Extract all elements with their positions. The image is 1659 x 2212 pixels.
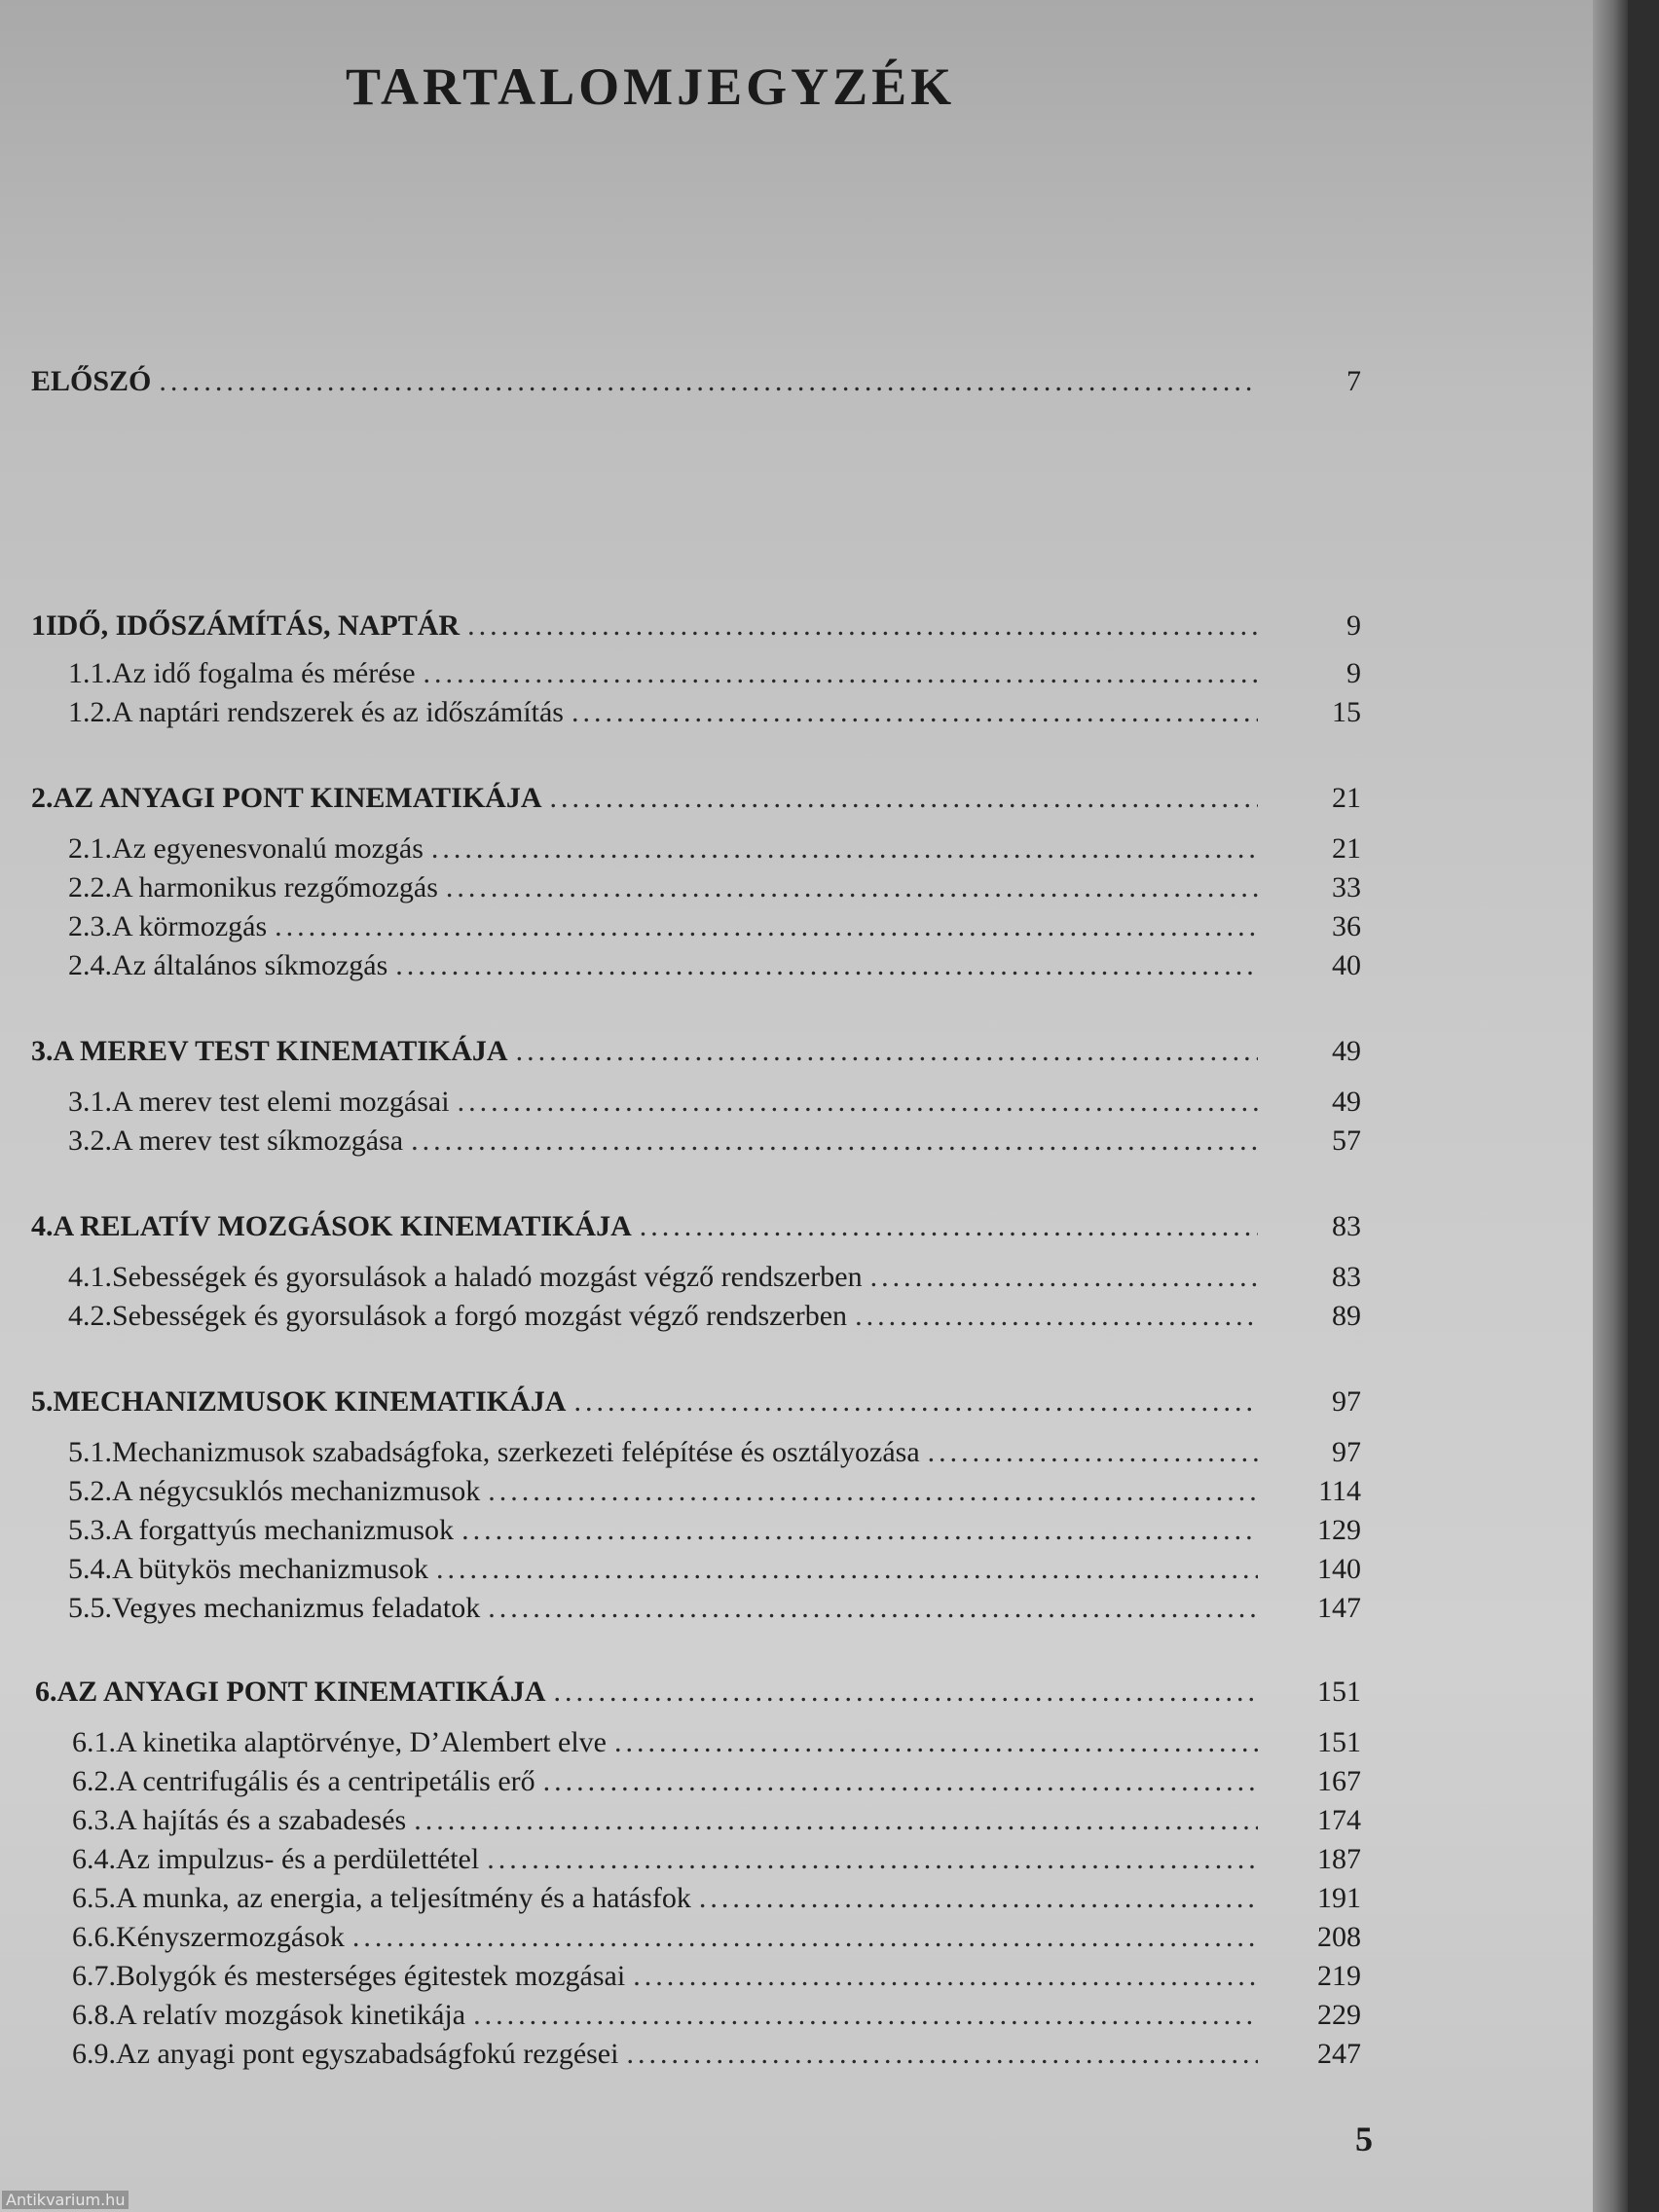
toc-page-number: 140 <box>1317 1553 1361 1585</box>
toc-subsection-row <box>68 693 1266 732</box>
toc-subsection-row <box>72 1723 1266 1762</box>
toc-subsection-row <box>72 1801 1266 1840</box>
page-title: TARTALOMJEGYZÉK <box>346 57 956 116</box>
toc-subsection-row <box>72 1996 1266 2035</box>
toc-entry-title: A forgattyús mechanizmusok <box>112 1514 455 1546</box>
toc-chapter-row <box>31 1032 1266 1071</box>
toc-entry-title: MECHANIZMUSOK KINEMATIKÁJA <box>53 1385 567 1418</box>
dot-leader <box>159 362 1258 401</box>
toc-entry-title: A kinetika alaptörvénye, D’Alembert elve <box>116 1726 607 1758</box>
toc-entry-number: 2.4. <box>68 949 112 981</box>
toc-page-number: 129 <box>1317 1514 1361 1546</box>
toc-subsection-row <box>68 1083 1266 1122</box>
toc-entry-number: 1.2. <box>68 696 112 728</box>
toc-subsection-row <box>68 1550 1266 1589</box>
dot-leader <box>614 1723 1258 1762</box>
toc-entry-number: 6.1. <box>72 1726 116 1758</box>
toc-entry-number: 3. <box>31 1035 54 1067</box>
toc-entry-title: A MEREV TEST KINEMATIKÁJA <box>53 1035 508 1067</box>
toc-entry-number: 3.2. <box>68 1124 112 1157</box>
toc-page-number: 15 <box>1332 696 1361 728</box>
toc-entry-number: 5.1. <box>68 1436 112 1468</box>
toc-entry-title: Bolygók és mesterséges égitestek mozgásai <box>116 1960 626 1992</box>
dot-leader <box>411 1122 1258 1161</box>
toc-page-number: 83 <box>1332 1261 1361 1293</box>
toc-entry-number: 5.3. <box>68 1514 112 1546</box>
dot-leader <box>516 1032 1258 1071</box>
toc-entry-title: Kényszermozgások <box>116 1921 345 1953</box>
toc-page-number: 83 <box>1332 1210 1361 1242</box>
toc-entry-number: 6.4. <box>72 1843 116 1875</box>
toc-entry-number: 5.4. <box>68 1553 112 1585</box>
toc-entry-number: 6. <box>35 1676 57 1708</box>
dot-leader <box>352 1918 1258 1957</box>
toc-entry-number: 2.2. <box>68 871 112 903</box>
dot-leader <box>573 1382 1258 1421</box>
page-number: 5 <box>1355 2120 1373 2158</box>
dot-leader <box>855 1297 1258 1336</box>
dot-leader <box>543 1762 1258 1801</box>
dot-leader <box>554 1673 1258 1712</box>
toc-subsection-row <box>72 1957 1266 1996</box>
toc-page-number: 208 <box>1317 1921 1361 1953</box>
dot-leader <box>928 1433 1258 1472</box>
toc-entry-title: A körmozgás <box>112 910 268 942</box>
toc-page-number: 151 <box>1317 1676 1361 1708</box>
toc-page-number: 151 <box>1317 1726 1361 1758</box>
toc-page-number: 229 <box>1317 1999 1361 2031</box>
toc-entry-title: A harmonikus rezgőmozgás <box>112 871 438 903</box>
dot-leader <box>473 1996 1258 2035</box>
toc-subsection-row <box>68 868 1266 907</box>
toc-page-number: 33 <box>1332 871 1361 903</box>
dot-leader <box>414 1801 1258 1840</box>
toc-entry-number: 6.3. <box>72 1804 116 1836</box>
toc-subsection-row <box>68 1297 1266 1336</box>
toc-entry-title: A centrifugális és a centripetális erő <box>116 1765 535 1797</box>
toc-entry-number: 1 <box>31 609 46 642</box>
toc-entry-title: Az egyenesvonalú mozgás <box>112 832 424 865</box>
toc-chapter-row <box>31 1207 1266 1246</box>
toc-entry-title: AZ ANYAGI PONT KINEMATIKÁJA <box>56 1676 546 1708</box>
toc-entry-title: Sebességek és gyorsulások a forgó mozgást végző rendszerben <box>112 1300 848 1332</box>
toc-entry-title: A relatív mozgások kinetikája <box>116 1999 466 2031</box>
toc-entry-title: Vegyes mechanizmus feladatok <box>112 1592 481 1624</box>
toc-chapter-row <box>31 779 1266 818</box>
toc-entry-title: A merev test elemi mozgásai <box>112 1086 450 1118</box>
toc-entry-title: Az impulzus- és a perdülettétel <box>116 1843 480 1875</box>
toc-page-number: 40 <box>1332 949 1361 981</box>
dot-leader <box>488 1472 1258 1511</box>
toc-page-number: 114 <box>1318 1475 1361 1507</box>
toc-entry-title: Mechanizmusok szabadságfoka, szerkezeti felépítése és osztályozása <box>112 1436 920 1468</box>
toc-page-number: 187 <box>1317 1843 1361 1875</box>
toc-subsection-row <box>68 907 1266 946</box>
toc-entry-number: 5. <box>31 1385 54 1418</box>
toc-entry-title: A RELATÍV MOZGÁSOK KINEMATIKÁJA <box>53 1210 632 1242</box>
toc-page-number: 147 <box>1317 1592 1361 1624</box>
toc-entry-title: IDŐ, IDŐSZÁMÍTÁS, NAPTÁR <box>46 609 461 642</box>
toc-subsection-row <box>72 1918 1266 1957</box>
dot-leader <box>275 907 1258 946</box>
toc-entry-number: 4.1. <box>68 1261 112 1293</box>
toc-subsection-row <box>72 2035 1266 2074</box>
toc-subsection-row <box>68 830 1266 868</box>
toc-entry-title: A naptári rendszerek és az időszámítás <box>112 696 564 728</box>
toc-entry-number: 4.2. <box>68 1300 112 1332</box>
toc-entry-title: Sebességek és gyorsulások a haladó mozgást végző rendszerben <box>112 1261 863 1293</box>
dot-leader <box>461 1511 1258 1550</box>
toc-page-number: 97 <box>1332 1436 1361 1468</box>
toc-subsection-row <box>72 1879 1266 1918</box>
toc-entry-number: 6.5. <box>72 1882 116 1914</box>
toc-subsection-row <box>68 654 1266 693</box>
dot-leader <box>626 2035 1258 2074</box>
toc-entry-number: 4. <box>31 1210 54 1242</box>
page-edge-shadow <box>1593 0 1628 2212</box>
toc-entry-number: 1.1. <box>68 657 112 689</box>
toc-page-number: 21 <box>1332 782 1361 814</box>
toc-entry-number: 2. <box>31 782 54 814</box>
toc-page-number: 49 <box>1332 1035 1361 1067</box>
toc-page-number: 97 <box>1332 1385 1361 1418</box>
toc-chapter-row <box>31 1382 1266 1421</box>
toc-page-number: 174 <box>1317 1804 1361 1836</box>
toc-page-number: 89 <box>1332 1300 1361 1332</box>
dot-leader <box>436 1550 1258 1589</box>
toc-subsection-row <box>72 1762 1266 1801</box>
toc-page-number: 191 <box>1317 1882 1361 1914</box>
toc-subsection-row <box>72 1840 1266 1879</box>
toc-subsection-row <box>68 946 1266 985</box>
toc-subsection-row <box>68 1511 1266 1550</box>
toc-subsection-row <box>68 1258 1266 1297</box>
toc-chapter-row <box>35 1673 1266 1712</box>
dot-leader <box>488 1589 1258 1628</box>
dot-leader <box>550 779 1258 818</box>
toc-page-number: 247 <box>1317 2038 1361 2070</box>
toc-entry-title: A hajítás és a szabadesés <box>116 1804 407 1836</box>
dot-leader <box>458 1083 1258 1122</box>
toc-entry-title: Az anyagi pont egyszabadságfokú rezgései <box>116 2038 619 2070</box>
toc-subsection-row <box>68 1589 1266 1628</box>
dot-leader <box>571 693 1258 732</box>
dot-leader <box>424 654 1258 693</box>
toc-page-number: 9 <box>1346 609 1361 642</box>
toc-entry-title: ELŐSZÓ <box>31 365 152 397</box>
toc-entry-title: A merev test síkmozgása <box>112 1124 404 1157</box>
toc-page-number: 49 <box>1332 1086 1361 1118</box>
toc-subsection-row <box>68 1122 1266 1161</box>
toc-chapter-row <box>31 607 1266 645</box>
toc-page-number: 219 <box>1317 1960 1361 1992</box>
toc-subsection-row <box>68 1433 1266 1472</box>
toc-entry-title: A munka, az energia, a teljesítmény és a hatásfok <box>116 1882 691 1914</box>
toc-entry-title: Az általános síkmozgás <box>112 949 388 981</box>
toc-entry-number: 2.3. <box>68 910 112 942</box>
toc-page-number: 7 <box>1346 365 1361 397</box>
toc-page-number: 57 <box>1332 1124 1361 1157</box>
dot-leader <box>431 830 1258 868</box>
toc-page-number: 9 <box>1346 657 1361 689</box>
toc-subsection-row <box>68 1472 1266 1511</box>
toc-entry-title: AZ ANYAGI PONT KINEMATIKÁJA <box>53 782 542 814</box>
toc-entry-number: 6.9. <box>72 2038 116 2070</box>
toc-page-number: 36 <box>1332 910 1361 942</box>
toc-entry-title: A négycsuklós mechanizmusok <box>112 1475 481 1507</box>
toc-entry-number: 5.2. <box>68 1475 112 1507</box>
toc-entry-number: 6.8. <box>72 1999 116 2031</box>
toc-page-number: 167 <box>1317 1765 1361 1797</box>
toc-entry-number: 6.2. <box>72 1765 116 1797</box>
toc-page-number: 21 <box>1332 832 1361 865</box>
dot-leader <box>870 1258 1258 1297</box>
dot-leader <box>633 1957 1258 1996</box>
dot-leader <box>487 1840 1258 1879</box>
toc-entry-title: Az idő fogalma és mérése <box>112 657 416 689</box>
watermark: Antikvarium.hu <box>2 2191 129 2209</box>
toc-entry-number: 5.5. <box>68 1592 112 1624</box>
toc-entry-number: 6.7. <box>72 1960 116 1992</box>
toc-entry-number: 6.6. <box>72 1921 116 1953</box>
dot-leader <box>640 1207 1258 1246</box>
dot-leader <box>467 607 1258 645</box>
toc-entry-title: A bütykös mechanizmusok <box>112 1553 428 1585</box>
dot-leader <box>446 868 1258 907</box>
dot-leader <box>395 946 1258 985</box>
toc-chapter-row <box>31 362 1266 401</box>
toc-entry-number: 2.1. <box>68 832 112 865</box>
dot-leader <box>699 1879 1258 1918</box>
toc-entry-number: 3.1. <box>68 1086 112 1118</box>
